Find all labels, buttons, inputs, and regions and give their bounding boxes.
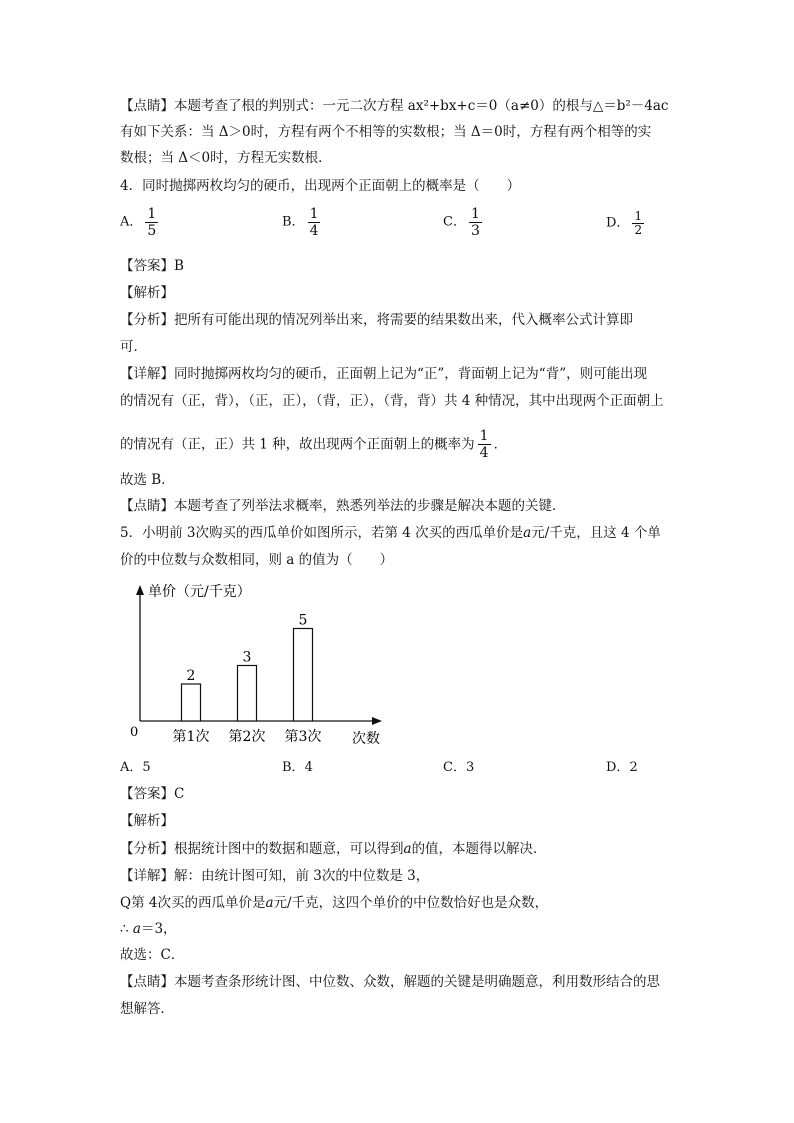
q4-option-c-label: C． [443,214,466,230]
q5-jiexi-heading: 【解析】 [120,813,174,829]
q5-stem-line1-text: 5．小明前 3次购买的西瓜单价如图所示，若第 4 次买的西瓜单价是 [120,525,524,541]
bar-3 [294,629,313,722]
q5-option-a [120,758,151,778]
q4-fenxi-line2: 可． [120,339,147,355]
q5-therefore-symbol: ∴ [120,921,133,937]
q5-xiangjie-line2 [120,893,548,913]
x-tick-label-1: 第1次 [172,729,210,745]
q5-xiangjie-line3 [120,919,177,939]
unit-price-bar-chart [120,575,400,755]
y-axis-label: 单价（元/千克） [148,584,251,600]
q5-fenxi [120,839,547,859]
dianjing-discriminant-line1: 【点睛】本题考查了根的判别式：一元二次方程 ax²+bx+c＝0（a≠0）的根与△＝b²－4ac [120,98,669,114]
q5-option-b [282,758,313,778]
bar-data-label-2: 3 [242,649,252,666]
x-tick-label-3: 第3次 [284,729,322,745]
q4-option-a-label: A． [120,214,143,230]
q5-dianjing-line1: 【点睛】本题考查条形统计图、中位数、众数，解题的关键是明确题意，利用数形结合的思 [120,974,660,990]
q4-xiangjie-line1: 【详解】同时抛掷两枚均匀的硬币，正面朝上记为“正”，背面朝上记为“背”，则可能出现 [120,366,648,382]
q5-stem-line2: 价的中位数与众数相同，则 a 的值为（ ） [120,552,394,568]
q4-option-c-fraction [469,206,482,239]
q4-xiangjie-line3-text: 的情况有（正，正）共 1 种，故出现两个正面朝上的概率为 [120,436,475,453]
q5-xiangjie-variable-a: a [265,895,274,911]
q4-xiangjie-line2: 的情况有（正，背），（正，正），（背，正），（背，背）共 4 种情况，其中出现两个正面朝上 [120,393,664,409]
q5-stem-line1 [120,523,661,543]
bar-data-label-1: 2 [186,668,196,684]
q5-option-b-value: 4 [304,760,313,775]
q4-option-d [606,210,647,237]
q5-fenxi-variable-a: a [403,841,412,857]
q4-answer: 【答案】B [120,258,184,274]
q4-option-a-denominator: 5 [147,223,157,239]
q4-option-a [120,206,161,239]
q4-fenxi-line1: 【分析】把所有可能出现的情况列举出来，将需要的结果数出来，代入概率公式计算即 [120,312,633,328]
q4-xiangjie-line3 [120,428,507,461]
q5-option-d-label: D． [606,760,630,775]
x-tick-label-2: 第2次 [228,729,266,745]
q4-option-a-numerator: 1 [147,206,157,222]
q5-xiangjie-line2-text-end: 元/千克，这四个单价的中位数恰好也是众数， [273,895,549,911]
q5-result-variable-a: a [132,921,141,937]
q5-result-value: ＝3， [140,921,177,937]
q5-fenxi-text-end: 的值，本题得以解决． [411,841,547,857]
q4-probability-fraction [478,428,491,461]
q4-option-c-numerator: 1 [470,206,480,222]
q4-option-c [443,206,485,239]
q4-jiexi-heading: 【解析】 [120,285,174,301]
x-axis-arrow-icon [372,717,382,725]
q5-option-d [606,758,638,778]
q4-option-a-fraction [145,206,158,239]
origin-label: 0 [130,725,139,740]
q4-option-d-denominator: 2 [634,223,643,237]
q5-option-d-value: 2 [629,760,638,775]
q5-answer: 【答案】C [120,786,185,802]
q4-option-b-numerator: 1 [309,206,319,222]
q4-option-d-fraction [632,210,644,237]
q4-option-c-denominator: 3 [470,223,480,239]
q5-xiangjie-line2-text: Q第 4次买的西瓜单价是 [120,895,266,911]
q5-dianjing-line2: 想解答． [120,1001,174,1017]
y-axis-arrow-icon [136,585,144,595]
q4-xiangjie-line3-end: ． [493,436,508,453]
q4-guxuan: 故选 B． [120,472,175,488]
q5-option-a-value: 5 [142,760,151,775]
q4-option-b-fraction [308,206,321,239]
q4-option-b [282,206,323,239]
q4-probability-denominator: 4 [479,445,489,461]
q4-probability-numerator: 1 [479,428,489,444]
q4-option-b-denominator: 4 [309,223,319,239]
dianjing-discriminant-line2: 有如下关系：当 Δ＞0时，方程有两个不相等的实数根；当 Δ＝0时，方程有两个相等的实 [120,124,652,140]
q5-option-c-label: C． [443,760,466,775]
q4-option-b-label: B． [282,214,305,230]
q5-stem-variable-a: a [523,525,532,541]
bar-data-label-3: 5 [298,612,308,629]
q5-option-b-label: B． [282,760,305,775]
q5-option-a-label: A． [120,760,143,775]
q5-fenxi-text: 【分析】根据统计图中的数据和题意，可以得到 [120,841,404,857]
dianjing-discriminant-line3: 数根；当 Δ＜0时，方程无实数根． [120,150,332,166]
x-axis-label: 次数 [352,731,380,747]
q4-option-d-numerator: 1 [634,209,643,223]
q4-dianjing: 【点睛】本题考查了列举法求概率，熟悉列举法的步骤是解决本题的关键． [120,498,566,514]
q5-option-c [443,758,474,778]
q5-xiangjie-line1: 【详解】解：由统计图可知，前 3次的中位数是 3， [120,868,430,884]
q5-guxuan: 故选：C． [120,947,185,963]
bar-2 [238,666,257,722]
bar-1 [182,684,201,721]
q5-stem-line1-text-end: 元/千克，且这 4 个单 [531,525,661,541]
q4-option-d-label: D． [606,215,630,231]
q5-option-c-value: 3 [465,760,475,775]
q4-stem: 4．同时抛掷两枚均匀的硬币，出现两个正面朝上的概率是（ ） [120,178,521,194]
